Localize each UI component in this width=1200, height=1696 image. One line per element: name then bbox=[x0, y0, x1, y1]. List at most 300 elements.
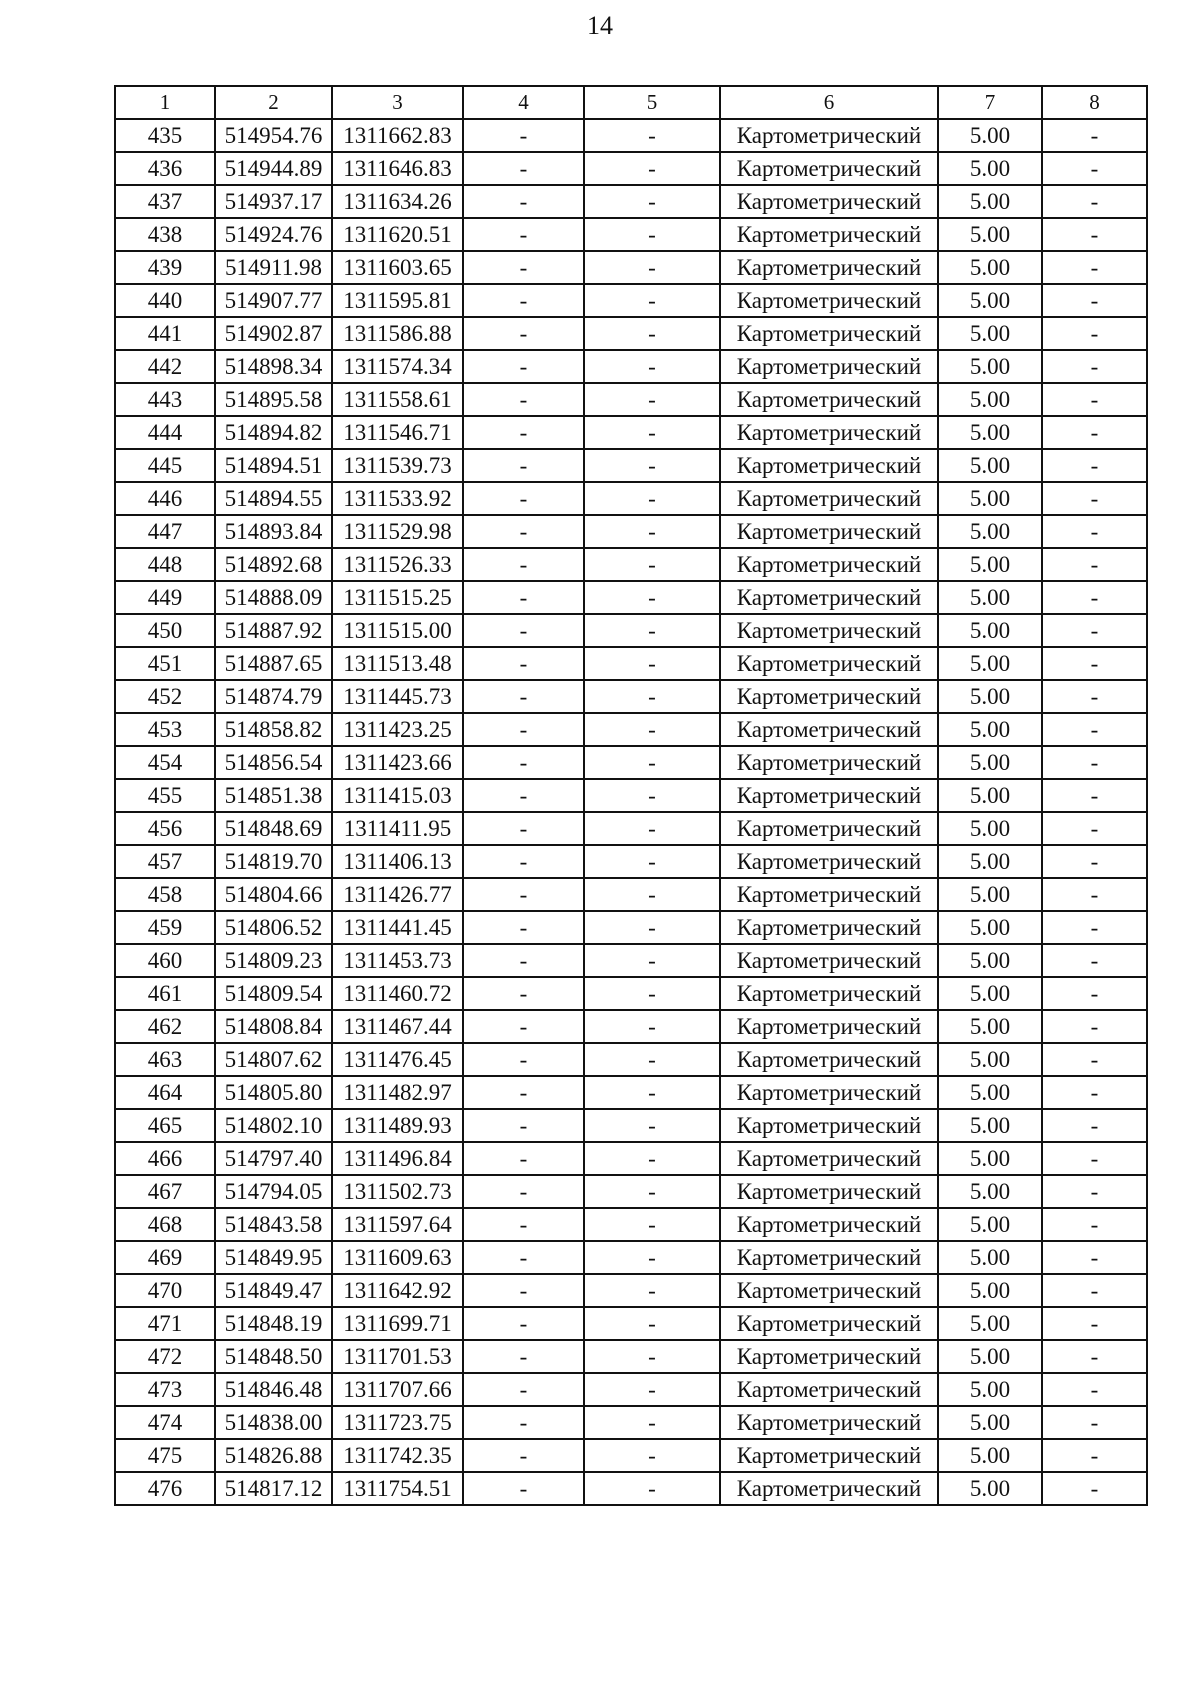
cell-method: Картометрический bbox=[720, 152, 938, 185]
table-row bbox=[115, 515, 1147, 548]
cell-col-8: - bbox=[1042, 152, 1147, 185]
cell-col-5: - bbox=[584, 1208, 720, 1241]
cell-point-number: 463 bbox=[115, 1043, 215, 1076]
table-row bbox=[115, 614, 1147, 647]
cell-col-4: - bbox=[463, 1208, 584, 1241]
cell-coord-y: 1311489.93 bbox=[332, 1109, 463, 1142]
cell-col-4: - bbox=[463, 1472, 584, 1505]
cell-coord-x: 514797.40 bbox=[215, 1142, 332, 1175]
table-row bbox=[115, 1175, 1147, 1208]
cell-col-5: - bbox=[584, 383, 720, 416]
cell-col-5: - bbox=[584, 746, 720, 779]
cell-point-number: 459 bbox=[115, 911, 215, 944]
cell-coord-x: 514893.84 bbox=[215, 515, 332, 548]
cell-point-number: 444 bbox=[115, 416, 215, 449]
cell-col-8: - bbox=[1042, 1274, 1147, 1307]
cell-accuracy: 5.00 bbox=[938, 284, 1042, 317]
cell-coord-x: 514902.87 bbox=[215, 317, 332, 350]
cell-col-4: - bbox=[463, 152, 584, 185]
cell-col-4: - bbox=[463, 944, 584, 977]
cell-col-8: - bbox=[1042, 1109, 1147, 1142]
cell-coord-y: 1311445.73 bbox=[332, 680, 463, 713]
cell-col-4: - bbox=[463, 482, 584, 515]
table-row bbox=[115, 152, 1147, 185]
cell-point-number: 443 bbox=[115, 383, 215, 416]
cell-col-8: - bbox=[1042, 1307, 1147, 1340]
cell-col-8: - bbox=[1042, 977, 1147, 1010]
cell-coord-x: 514805.80 bbox=[215, 1076, 332, 1109]
cell-coord-y: 1311423.66 bbox=[332, 746, 463, 779]
cell-method: Картометрический bbox=[720, 218, 938, 251]
cell-col-4: - bbox=[463, 1373, 584, 1406]
cell-coord-x: 514809.54 bbox=[215, 977, 332, 1010]
cell-coord-x: 514848.19 bbox=[215, 1307, 332, 1340]
cell-method: Картометрический bbox=[720, 1142, 938, 1175]
cell-method: Картометрический bbox=[720, 713, 938, 746]
table-row bbox=[115, 1340, 1147, 1373]
cell-coord-y: 1311603.65 bbox=[332, 251, 463, 284]
cell-accuracy: 5.00 bbox=[938, 317, 1042, 350]
table-row bbox=[115, 1241, 1147, 1274]
table-row bbox=[115, 713, 1147, 746]
cell-point-number: 436 bbox=[115, 152, 215, 185]
cell-col-4: - bbox=[463, 1010, 584, 1043]
cell-col-5: - bbox=[584, 1439, 720, 1472]
cell-accuracy: 5.00 bbox=[938, 845, 1042, 878]
cell-coord-x: 514894.55 bbox=[215, 482, 332, 515]
cell-point-number: 438 bbox=[115, 218, 215, 251]
cell-col-8: - bbox=[1042, 779, 1147, 812]
cell-method: Картометрический bbox=[720, 911, 938, 944]
cell-method: Картометрический bbox=[720, 779, 938, 812]
cell-col-5: - bbox=[584, 1043, 720, 1076]
cell-coord-x: 514874.79 bbox=[215, 680, 332, 713]
cell-coord-y: 1311723.75 bbox=[332, 1406, 463, 1439]
cell-point-number: 452 bbox=[115, 680, 215, 713]
cell-point-number: 474 bbox=[115, 1406, 215, 1439]
cell-col-8: - bbox=[1042, 680, 1147, 713]
cell-point-number: 445 bbox=[115, 449, 215, 482]
cell-method: Картометрический bbox=[720, 350, 938, 383]
cell-coord-x: 514892.68 bbox=[215, 548, 332, 581]
cell-coord-y: 1311754.51 bbox=[332, 1472, 463, 1505]
table-row bbox=[115, 548, 1147, 581]
table-row bbox=[115, 482, 1147, 515]
cell-accuracy: 5.00 bbox=[938, 1175, 1042, 1208]
cell-col-4: - bbox=[463, 680, 584, 713]
cell-method: Картометрический bbox=[720, 647, 938, 680]
cell-col-5: - bbox=[584, 482, 720, 515]
cell-col-4: - bbox=[463, 1340, 584, 1373]
table-row bbox=[115, 1439, 1147, 1472]
cell-col-4: - bbox=[463, 1307, 584, 1340]
cell-method: Картометрический bbox=[720, 1406, 938, 1439]
cell-col-4: - bbox=[463, 350, 584, 383]
cell-method: Картометрический bbox=[720, 449, 938, 482]
cell-coord-x: 514807.62 bbox=[215, 1043, 332, 1076]
cell-point-number: 469 bbox=[115, 1241, 215, 1274]
cell-coord-x: 514802.10 bbox=[215, 1109, 332, 1142]
cell-col-5: - bbox=[584, 779, 720, 812]
cell-col-5: - bbox=[584, 1274, 720, 1307]
table-row bbox=[115, 416, 1147, 449]
cell-col-5: - bbox=[584, 1340, 720, 1373]
cell-point-number: 458 bbox=[115, 878, 215, 911]
cell-point-number: 467 bbox=[115, 1175, 215, 1208]
cell-accuracy: 5.00 bbox=[938, 1010, 1042, 1043]
cell-point-number: 454 bbox=[115, 746, 215, 779]
table-row bbox=[115, 1208, 1147, 1241]
cell-method: Картометрический bbox=[720, 845, 938, 878]
cell-col-5: - bbox=[584, 218, 720, 251]
cell-coord-x: 514843.58 bbox=[215, 1208, 332, 1241]
cell-accuracy: 5.00 bbox=[938, 1340, 1042, 1373]
cell-method: Картометрический bbox=[720, 1208, 938, 1241]
cell-coord-y: 1311597.64 bbox=[332, 1208, 463, 1241]
cell-coord-x: 514849.95 bbox=[215, 1241, 332, 1274]
cell-coord-x: 514858.82 bbox=[215, 713, 332, 746]
cell-col-5: - bbox=[584, 911, 720, 944]
cell-accuracy: 5.00 bbox=[938, 383, 1042, 416]
cell-col-5: - bbox=[584, 581, 720, 614]
cell-col-5: - bbox=[584, 1010, 720, 1043]
cell-col-4: - bbox=[463, 251, 584, 284]
cell-method: Картометрический bbox=[720, 746, 938, 779]
cell-accuracy: 5.00 bbox=[938, 350, 1042, 383]
cell-coord-x: 514856.54 bbox=[215, 746, 332, 779]
cell-col-5: - bbox=[584, 1109, 720, 1142]
cell-accuracy: 5.00 bbox=[938, 878, 1042, 911]
cell-coord-y: 1311742.35 bbox=[332, 1439, 463, 1472]
cell-col-8: - bbox=[1042, 350, 1147, 383]
cell-col-8: - bbox=[1042, 515, 1147, 548]
cell-col-8: - bbox=[1042, 1472, 1147, 1505]
cell-point-number: 440 bbox=[115, 284, 215, 317]
table-row bbox=[115, 779, 1147, 812]
cell-method: Картометрический bbox=[720, 251, 938, 284]
cell-point-number: 457 bbox=[115, 845, 215, 878]
column-header-5: 5 bbox=[584, 86, 720, 119]
cell-coord-x: 514937.17 bbox=[215, 185, 332, 218]
table-row bbox=[115, 911, 1147, 944]
cell-col-8: - bbox=[1042, 185, 1147, 218]
cell-col-8: - bbox=[1042, 317, 1147, 350]
cell-col-5: - bbox=[584, 185, 720, 218]
cell-coord-x: 514794.05 bbox=[215, 1175, 332, 1208]
cell-method: Картометрический bbox=[720, 515, 938, 548]
cell-point-number: 473 bbox=[115, 1373, 215, 1406]
cell-col-5: - bbox=[584, 251, 720, 284]
cell-col-4: - bbox=[463, 1241, 584, 1274]
cell-point-number: 441 bbox=[115, 317, 215, 350]
cell-point-number: 451 bbox=[115, 647, 215, 680]
cell-col-4: - bbox=[463, 185, 584, 218]
cell-accuracy: 5.00 bbox=[938, 1307, 1042, 1340]
cell-accuracy: 5.00 bbox=[938, 944, 1042, 977]
cell-coord-y: 1311533.92 bbox=[332, 482, 463, 515]
cell-coord-x: 514944.89 bbox=[215, 152, 332, 185]
cell-accuracy: 5.00 bbox=[938, 1109, 1042, 1142]
cell-accuracy: 5.00 bbox=[938, 449, 1042, 482]
cell-col-8: - bbox=[1042, 251, 1147, 284]
cell-method: Картометрический bbox=[720, 581, 938, 614]
cell-accuracy: 5.00 bbox=[938, 548, 1042, 581]
cell-coord-x: 514848.50 bbox=[215, 1340, 332, 1373]
cell-col-4: - bbox=[463, 647, 584, 680]
cell-coord-x: 514804.66 bbox=[215, 878, 332, 911]
cell-col-8: - bbox=[1042, 911, 1147, 944]
cell-col-4: - bbox=[463, 1076, 584, 1109]
table-row bbox=[115, 1373, 1147, 1406]
cell-col-8: - bbox=[1042, 449, 1147, 482]
cell-col-5: - bbox=[584, 350, 720, 383]
table-row bbox=[115, 1076, 1147, 1109]
cell-point-number: 460 bbox=[115, 944, 215, 977]
cell-point-number: 446 bbox=[115, 482, 215, 515]
cell-coord-y: 1311642.92 bbox=[332, 1274, 463, 1307]
table-row bbox=[115, 977, 1147, 1010]
cell-col-8: - bbox=[1042, 1340, 1147, 1373]
cell-col-8: - bbox=[1042, 845, 1147, 878]
cell-coord-y: 1311415.03 bbox=[332, 779, 463, 812]
cell-method: Картометрический bbox=[720, 944, 938, 977]
cell-col-8: - bbox=[1042, 1439, 1147, 1472]
cell-col-8: - bbox=[1042, 944, 1147, 977]
cell-method: Картометрический bbox=[720, 1175, 938, 1208]
cell-point-number: 464 bbox=[115, 1076, 215, 1109]
cell-col-4: - bbox=[463, 1175, 584, 1208]
cell-accuracy: 5.00 bbox=[938, 1043, 1042, 1076]
cell-accuracy: 5.00 bbox=[938, 515, 1042, 548]
cell-coord-y: 1311476.45 bbox=[332, 1043, 463, 1076]
table-row bbox=[115, 1307, 1147, 1340]
table-row bbox=[115, 581, 1147, 614]
cell-accuracy: 5.00 bbox=[938, 647, 1042, 680]
cell-accuracy: 5.00 bbox=[938, 1076, 1042, 1109]
cell-coord-y: 1311609.63 bbox=[332, 1241, 463, 1274]
table-row bbox=[115, 680, 1147, 713]
column-header-6: 6 bbox=[720, 86, 938, 119]
cell-col-5: - bbox=[584, 548, 720, 581]
cell-col-5: - bbox=[584, 449, 720, 482]
cell-method: Картометрический bbox=[720, 1340, 938, 1373]
cell-point-number: 455 bbox=[115, 779, 215, 812]
cell-point-number: 475 bbox=[115, 1439, 215, 1472]
cell-coord-x: 514911.98 bbox=[215, 251, 332, 284]
cell-accuracy: 5.00 bbox=[938, 911, 1042, 944]
table-row bbox=[115, 317, 1147, 350]
cell-col-5: - bbox=[584, 713, 720, 746]
cell-coord-x: 514851.38 bbox=[215, 779, 332, 812]
cell-col-4: - bbox=[463, 779, 584, 812]
cell-col-5: - bbox=[584, 1241, 720, 1274]
cell-accuracy: 5.00 bbox=[938, 416, 1042, 449]
cell-method: Картометрический bbox=[720, 383, 938, 416]
cell-method: Картометрический bbox=[720, 1010, 938, 1043]
cell-method: Картометрический bbox=[720, 878, 938, 911]
column-header-2: 2 bbox=[215, 86, 332, 119]
cell-col-5: - bbox=[584, 152, 720, 185]
cell-col-8: - bbox=[1042, 1142, 1147, 1175]
table-body bbox=[115, 119, 1147, 1505]
cell-method: Картометрический bbox=[720, 1274, 938, 1307]
cell-col-4: - bbox=[463, 119, 584, 152]
cell-point-number: 462 bbox=[115, 1010, 215, 1043]
cell-point-number: 466 bbox=[115, 1142, 215, 1175]
cell-method: Картометрический bbox=[720, 977, 938, 1010]
cell-col-8: - bbox=[1042, 218, 1147, 251]
cell-point-number: 456 bbox=[115, 812, 215, 845]
cell-col-4: - bbox=[463, 284, 584, 317]
cell-col-4: - bbox=[463, 449, 584, 482]
cell-coord-y: 1311558.61 bbox=[332, 383, 463, 416]
cell-coord-x: 514898.34 bbox=[215, 350, 332, 383]
cell-method: Картометрический bbox=[720, 812, 938, 845]
cell-coord-x: 514826.88 bbox=[215, 1439, 332, 1472]
table-row bbox=[115, 284, 1147, 317]
table-row bbox=[115, 1406, 1147, 1439]
cell-col-5: - bbox=[584, 977, 720, 1010]
cell-coord-y: 1311546.71 bbox=[332, 416, 463, 449]
cell-col-5: - bbox=[584, 944, 720, 977]
cell-coord-x: 514924.76 bbox=[215, 218, 332, 251]
cell-method: Картометрический bbox=[720, 284, 938, 317]
cell-coord-y: 1311646.83 bbox=[332, 152, 463, 185]
cell-accuracy: 5.00 bbox=[938, 713, 1042, 746]
cell-coord-y: 1311496.84 bbox=[332, 1142, 463, 1175]
table-row bbox=[115, 383, 1147, 416]
cell-method: Картометрический bbox=[720, 614, 938, 647]
cell-point-number: 435 bbox=[115, 119, 215, 152]
table-row bbox=[115, 944, 1147, 977]
cell-coord-y: 1311515.00 bbox=[332, 614, 463, 647]
cell-col-4: - bbox=[463, 713, 584, 746]
table-row bbox=[115, 647, 1147, 680]
cell-coord-y: 1311539.73 bbox=[332, 449, 463, 482]
cell-col-8: - bbox=[1042, 812, 1147, 845]
table-row bbox=[115, 350, 1147, 383]
cell-col-8: - bbox=[1042, 119, 1147, 152]
cell-accuracy: 5.00 bbox=[938, 1472, 1042, 1505]
cell-col-8: - bbox=[1042, 383, 1147, 416]
cell-coord-y: 1311662.83 bbox=[332, 119, 463, 152]
cell-col-4: - bbox=[463, 812, 584, 845]
page-number: 14 bbox=[587, 11, 613, 40]
cell-method: Картометрический bbox=[720, 548, 938, 581]
coordinates-table bbox=[114, 85, 1148, 1506]
cell-coord-y: 1311411.95 bbox=[332, 812, 463, 845]
cell-coord-y: 1311707.66 bbox=[332, 1373, 463, 1406]
cell-col-4: - bbox=[463, 1274, 584, 1307]
table-row bbox=[115, 119, 1147, 152]
cell-col-5: - bbox=[584, 284, 720, 317]
cell-accuracy: 5.00 bbox=[938, 218, 1042, 251]
cell-accuracy: 5.00 bbox=[938, 812, 1042, 845]
cell-accuracy: 5.00 bbox=[938, 1274, 1042, 1307]
cell-point-number: 465 bbox=[115, 1109, 215, 1142]
cell-coord-y: 1311574.34 bbox=[332, 350, 463, 383]
cell-col-5: - bbox=[584, 416, 720, 449]
cell-method: Картометрический bbox=[720, 482, 938, 515]
cell-accuracy: 5.00 bbox=[938, 1439, 1042, 1472]
cell-coord-x: 514887.92 bbox=[215, 614, 332, 647]
cell-col-5: - bbox=[584, 1373, 720, 1406]
cell-method: Картометрический bbox=[720, 1472, 938, 1505]
cell-coord-x: 514907.77 bbox=[215, 284, 332, 317]
cell-method: Картометрический bbox=[720, 1439, 938, 1472]
cell-col-5: - bbox=[584, 119, 720, 152]
cell-method: Картометрический bbox=[720, 680, 938, 713]
cell-col-8: - bbox=[1042, 1043, 1147, 1076]
cell-col-8: - bbox=[1042, 1010, 1147, 1043]
cell-col-8: - bbox=[1042, 1406, 1147, 1439]
cell-accuracy: 5.00 bbox=[938, 152, 1042, 185]
cell-col-8: - bbox=[1042, 1241, 1147, 1274]
cell-accuracy: 5.00 bbox=[938, 779, 1042, 812]
cell-col-5: - bbox=[584, 1076, 720, 1109]
cell-coord-x: 514806.52 bbox=[215, 911, 332, 944]
column-header-4: 4 bbox=[463, 86, 584, 119]
cell-col-8: - bbox=[1042, 548, 1147, 581]
cell-col-5: - bbox=[584, 647, 720, 680]
cell-accuracy: 5.00 bbox=[938, 614, 1042, 647]
cell-col-8: - bbox=[1042, 1373, 1147, 1406]
cell-col-8: - bbox=[1042, 713, 1147, 746]
cell-col-5: - bbox=[584, 515, 720, 548]
column-header-8: 8 bbox=[1042, 86, 1147, 119]
cell-point-number: 447 bbox=[115, 515, 215, 548]
cell-accuracy: 5.00 bbox=[938, 1208, 1042, 1241]
cell-method: Картометрический bbox=[720, 1043, 938, 1076]
cell-col-5: - bbox=[584, 1472, 720, 1505]
cell-coord-y: 1311620.51 bbox=[332, 218, 463, 251]
cell-coord-x: 514808.84 bbox=[215, 1010, 332, 1043]
cell-method: Картометрический bbox=[720, 317, 938, 350]
cell-point-number: 453 bbox=[115, 713, 215, 746]
cell-coord-y: 1311699.71 bbox=[332, 1307, 463, 1340]
cell-col-8: - bbox=[1042, 581, 1147, 614]
cell-col-4: - bbox=[463, 218, 584, 251]
cell-accuracy: 5.00 bbox=[938, 1373, 1042, 1406]
cell-col-5: - bbox=[584, 317, 720, 350]
cell-col-5: - bbox=[584, 1175, 720, 1208]
cell-coord-y: 1311467.44 bbox=[332, 1010, 463, 1043]
cell-coord-y: 1311515.25 bbox=[332, 581, 463, 614]
table-row bbox=[115, 1010, 1147, 1043]
cell-coord-x: 514888.09 bbox=[215, 581, 332, 614]
cell-coord-y: 1311426.77 bbox=[332, 878, 463, 911]
table-row bbox=[115, 1043, 1147, 1076]
cell-method: Картометрический bbox=[720, 185, 938, 218]
cell-col-8: - bbox=[1042, 647, 1147, 680]
cell-col-5: - bbox=[584, 1307, 720, 1340]
table-row bbox=[115, 1109, 1147, 1142]
cell-col-8: - bbox=[1042, 1208, 1147, 1241]
table-row bbox=[115, 1274, 1147, 1307]
cell-coord-y: 1311502.73 bbox=[332, 1175, 463, 1208]
cell-col-4: - bbox=[463, 845, 584, 878]
cell-accuracy: 5.00 bbox=[938, 1406, 1042, 1439]
cell-coord-x: 514838.00 bbox=[215, 1406, 332, 1439]
cell-method: Картометрический bbox=[720, 1373, 938, 1406]
cell-coord-x: 514894.82 bbox=[215, 416, 332, 449]
cell-col-5: - bbox=[584, 614, 720, 647]
cell-col-4: - bbox=[463, 1043, 584, 1076]
cell-col-4: - bbox=[463, 1406, 584, 1439]
cell-point-number: 439 bbox=[115, 251, 215, 284]
cell-col-4: - bbox=[463, 1439, 584, 1472]
table-row bbox=[115, 1142, 1147, 1175]
